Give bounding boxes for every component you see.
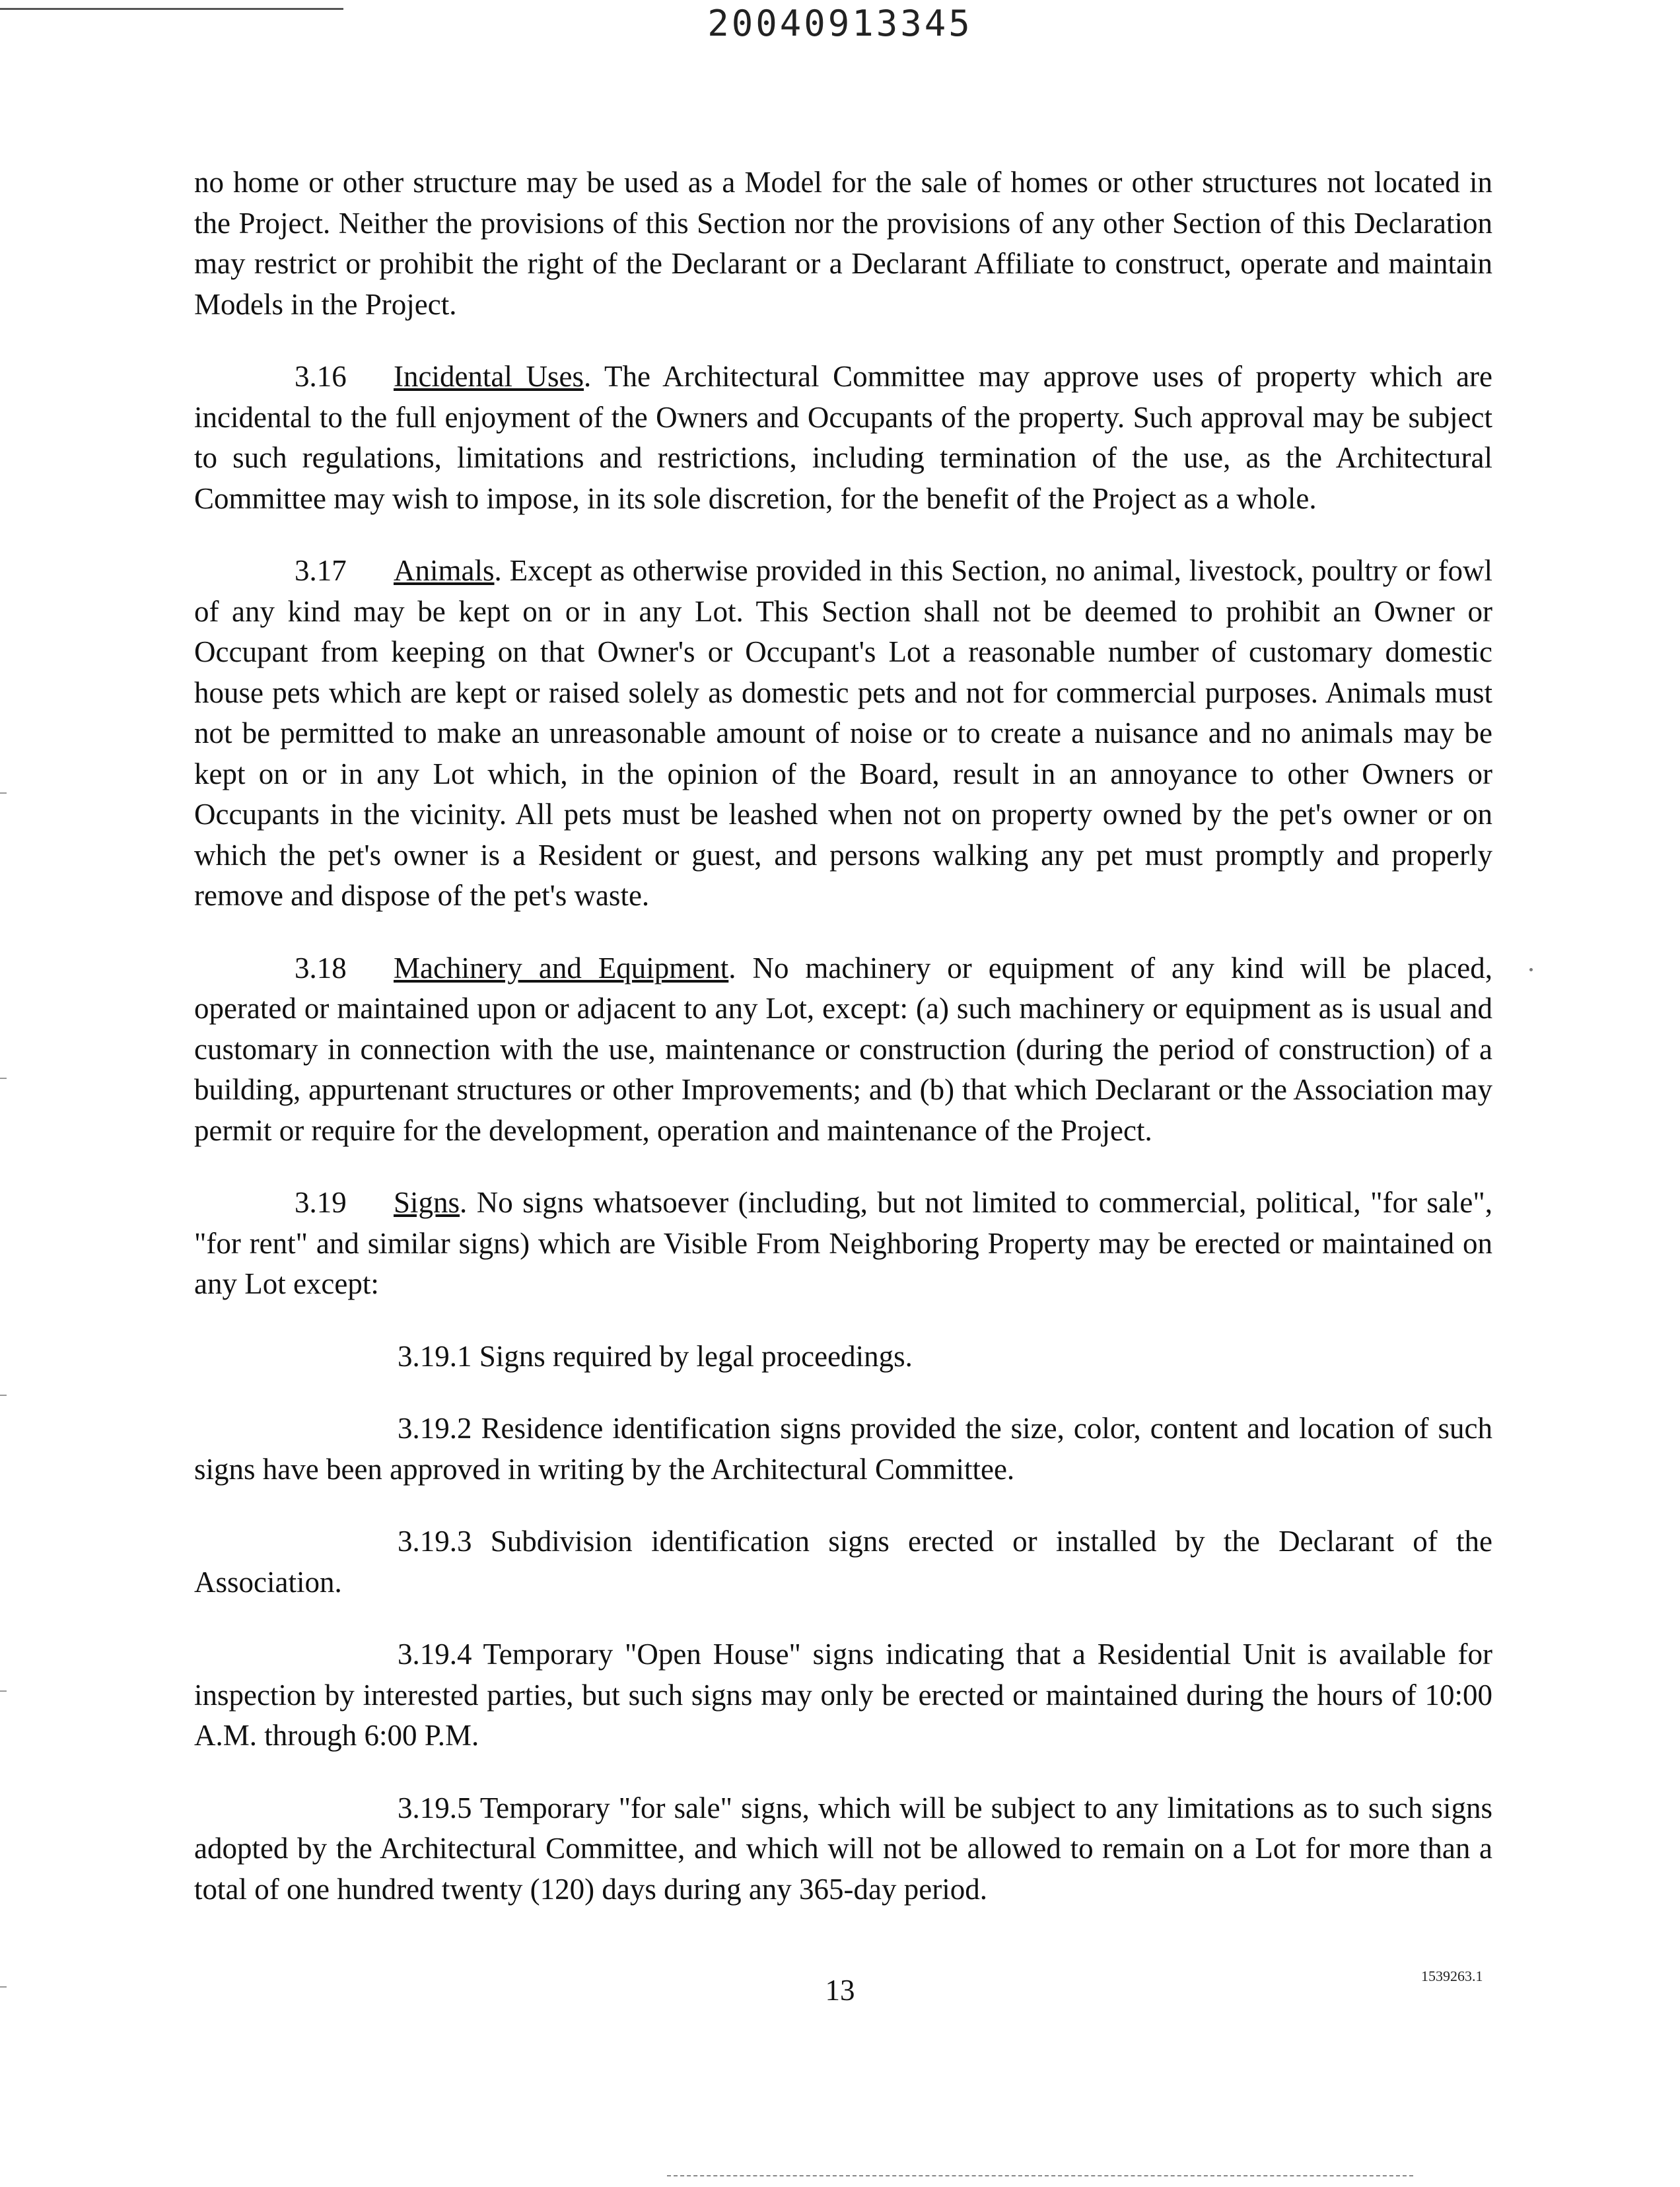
subsection-number: 3.19.1 [398,1339,472,1373]
margin-tick [0,1395,7,1396]
paragraph-continuation [194,162,1492,325]
section-number: 3.19 [295,1186,347,1219]
section-heading: Incidental Uses [394,360,584,393]
section-heading: Signs [394,1186,460,1219]
subsection-text: Residence identification signs provided the size, color, content and location of such signs have been approved in writing by the Architectural Committee. [194,1412,1492,1486]
scan-speck [1529,968,1533,971]
margin-tick [0,1986,7,1988]
section-3-18 [194,948,1492,1152]
section-heading: Animals [394,554,495,587]
subsection-text: Subdivision identification signs erected or installed by the Declarant of the Association. [194,1525,1492,1599]
subsection-text: Temporary "Open House" signs indicating that a Residential Unit is available for inspection by interested parties, but such signs may only be erected or maintained during the hours of 10:00 A.M. through 6:00 P.M. [194,1638,1492,1752]
margin-tick [0,1690,7,1692]
subsection-number: 3.19.3 [398,1525,472,1558]
subsection-number: 3.19.4 [398,1638,472,1671]
section-text: . No machinery or equipment of any kind will be placed, operated or maintained upon or adjacent to any Lot, except: (a) such machinery or equipment as is usual and customary in connection with the use, maintenance or construction (during the period of construction) of a building, appurtenant structures or other Improvements; and (b) that which Declarant or the Association may permit or require for the development, operation and maintenance of the Project. [194,951,1492,1147]
section-number: 3.18 [295,951,347,985]
margin-tick [0,1078,7,1079]
bottom-scan-rule [667,2175,1413,2176]
section-3-16 [194,357,1492,519]
recording-number: 20040913345 [707,3,973,44]
section-number: 3.17 [295,554,347,587]
section-3-19 [194,1183,1492,1305]
margin-tick [0,792,7,794]
subsection-text: Temporary "for sale" signs, which will be subject to any limitations as to such signs adopted by the Architectural Committee, and which will not be allowed to remain on a Lot for more than a total of one hundred twenty (120) days during any 365-day period. [194,1791,1493,1906]
subsection-3-19-4 [194,1634,1492,1756]
subsection-number: 3.19.5 [398,1791,472,1824]
section-text: . Except as otherwise provided in this Section, no animal, livestock, poultry or fowl of any kind may be kept on or in any Lot. This Section shall not be deemed to prohibit an Owner or Occupant from keeping on that Owner's or Occupant's Lot a reasonable number of customary domestic house pets which are kept or raised solely as domestic pets and not for commercial purposes. Animals must not be permitted to make an unreasonable amount of noise or to create a nuisance and no animals may be kept on or in any Lot which, in the opinion of the Board, result in an annoyance to other Owners or Occupants in the vicinity. All pets must be leashed when not on property owned by the pet's owner or on which the pet's owner is a Resident or guest, and persons walking any pet must promptly and properly remove and dispose of the pet's waste. [194,554,1492,912]
section-3-17 [194,551,1492,917]
section-text: . The Architectural Committee may approve uses of property which are incidental to the full enjoyment of the Owners and Occupants of the property. Such approval may be subject to such regulations, limitations and restrictions, including termination of the use, as the Architectural Committee may wish to impose, in its sole discretion, for the benefit of the Project as a whole. [194,360,1492,515]
page-number: 13 [825,1974,855,2007]
subsection-number: 3.19.2 [398,1412,472,1445]
subsection-3-19-3 [194,1521,1492,1603]
section-number: 3.16 [295,360,347,393]
subsection-3-19-5 [194,1788,1492,1910]
section-text: . No signs whatsoever (including, but not limited to commercial, political, "for sale", "for rent" and similar signs) which are Visible From Neighboring Property may be erected or maintained on any Lot except: [194,1186,1492,1300]
subsection-3-19-1 [194,1336,1492,1377]
paragraph-text: no home or other structure may be used as a Model for the sale of homes or other structures not located in the Project. Neither the provisions of this Section nor the provisions of any other Section of this Declaration may restrict or prohibit the right of the Declarant or a Declarant Affiliate to construct, operate and maintain Models in the Project. [194,166,1492,321]
document-body [194,162,1492,1941]
subsection-3-19-2 [194,1408,1492,1490]
section-heading: Machinery and Equipment [394,951,729,985]
document-code: 1539263.1 [1421,1968,1483,1984]
subsection-text: Signs required by legal proceedings. [479,1339,913,1373]
